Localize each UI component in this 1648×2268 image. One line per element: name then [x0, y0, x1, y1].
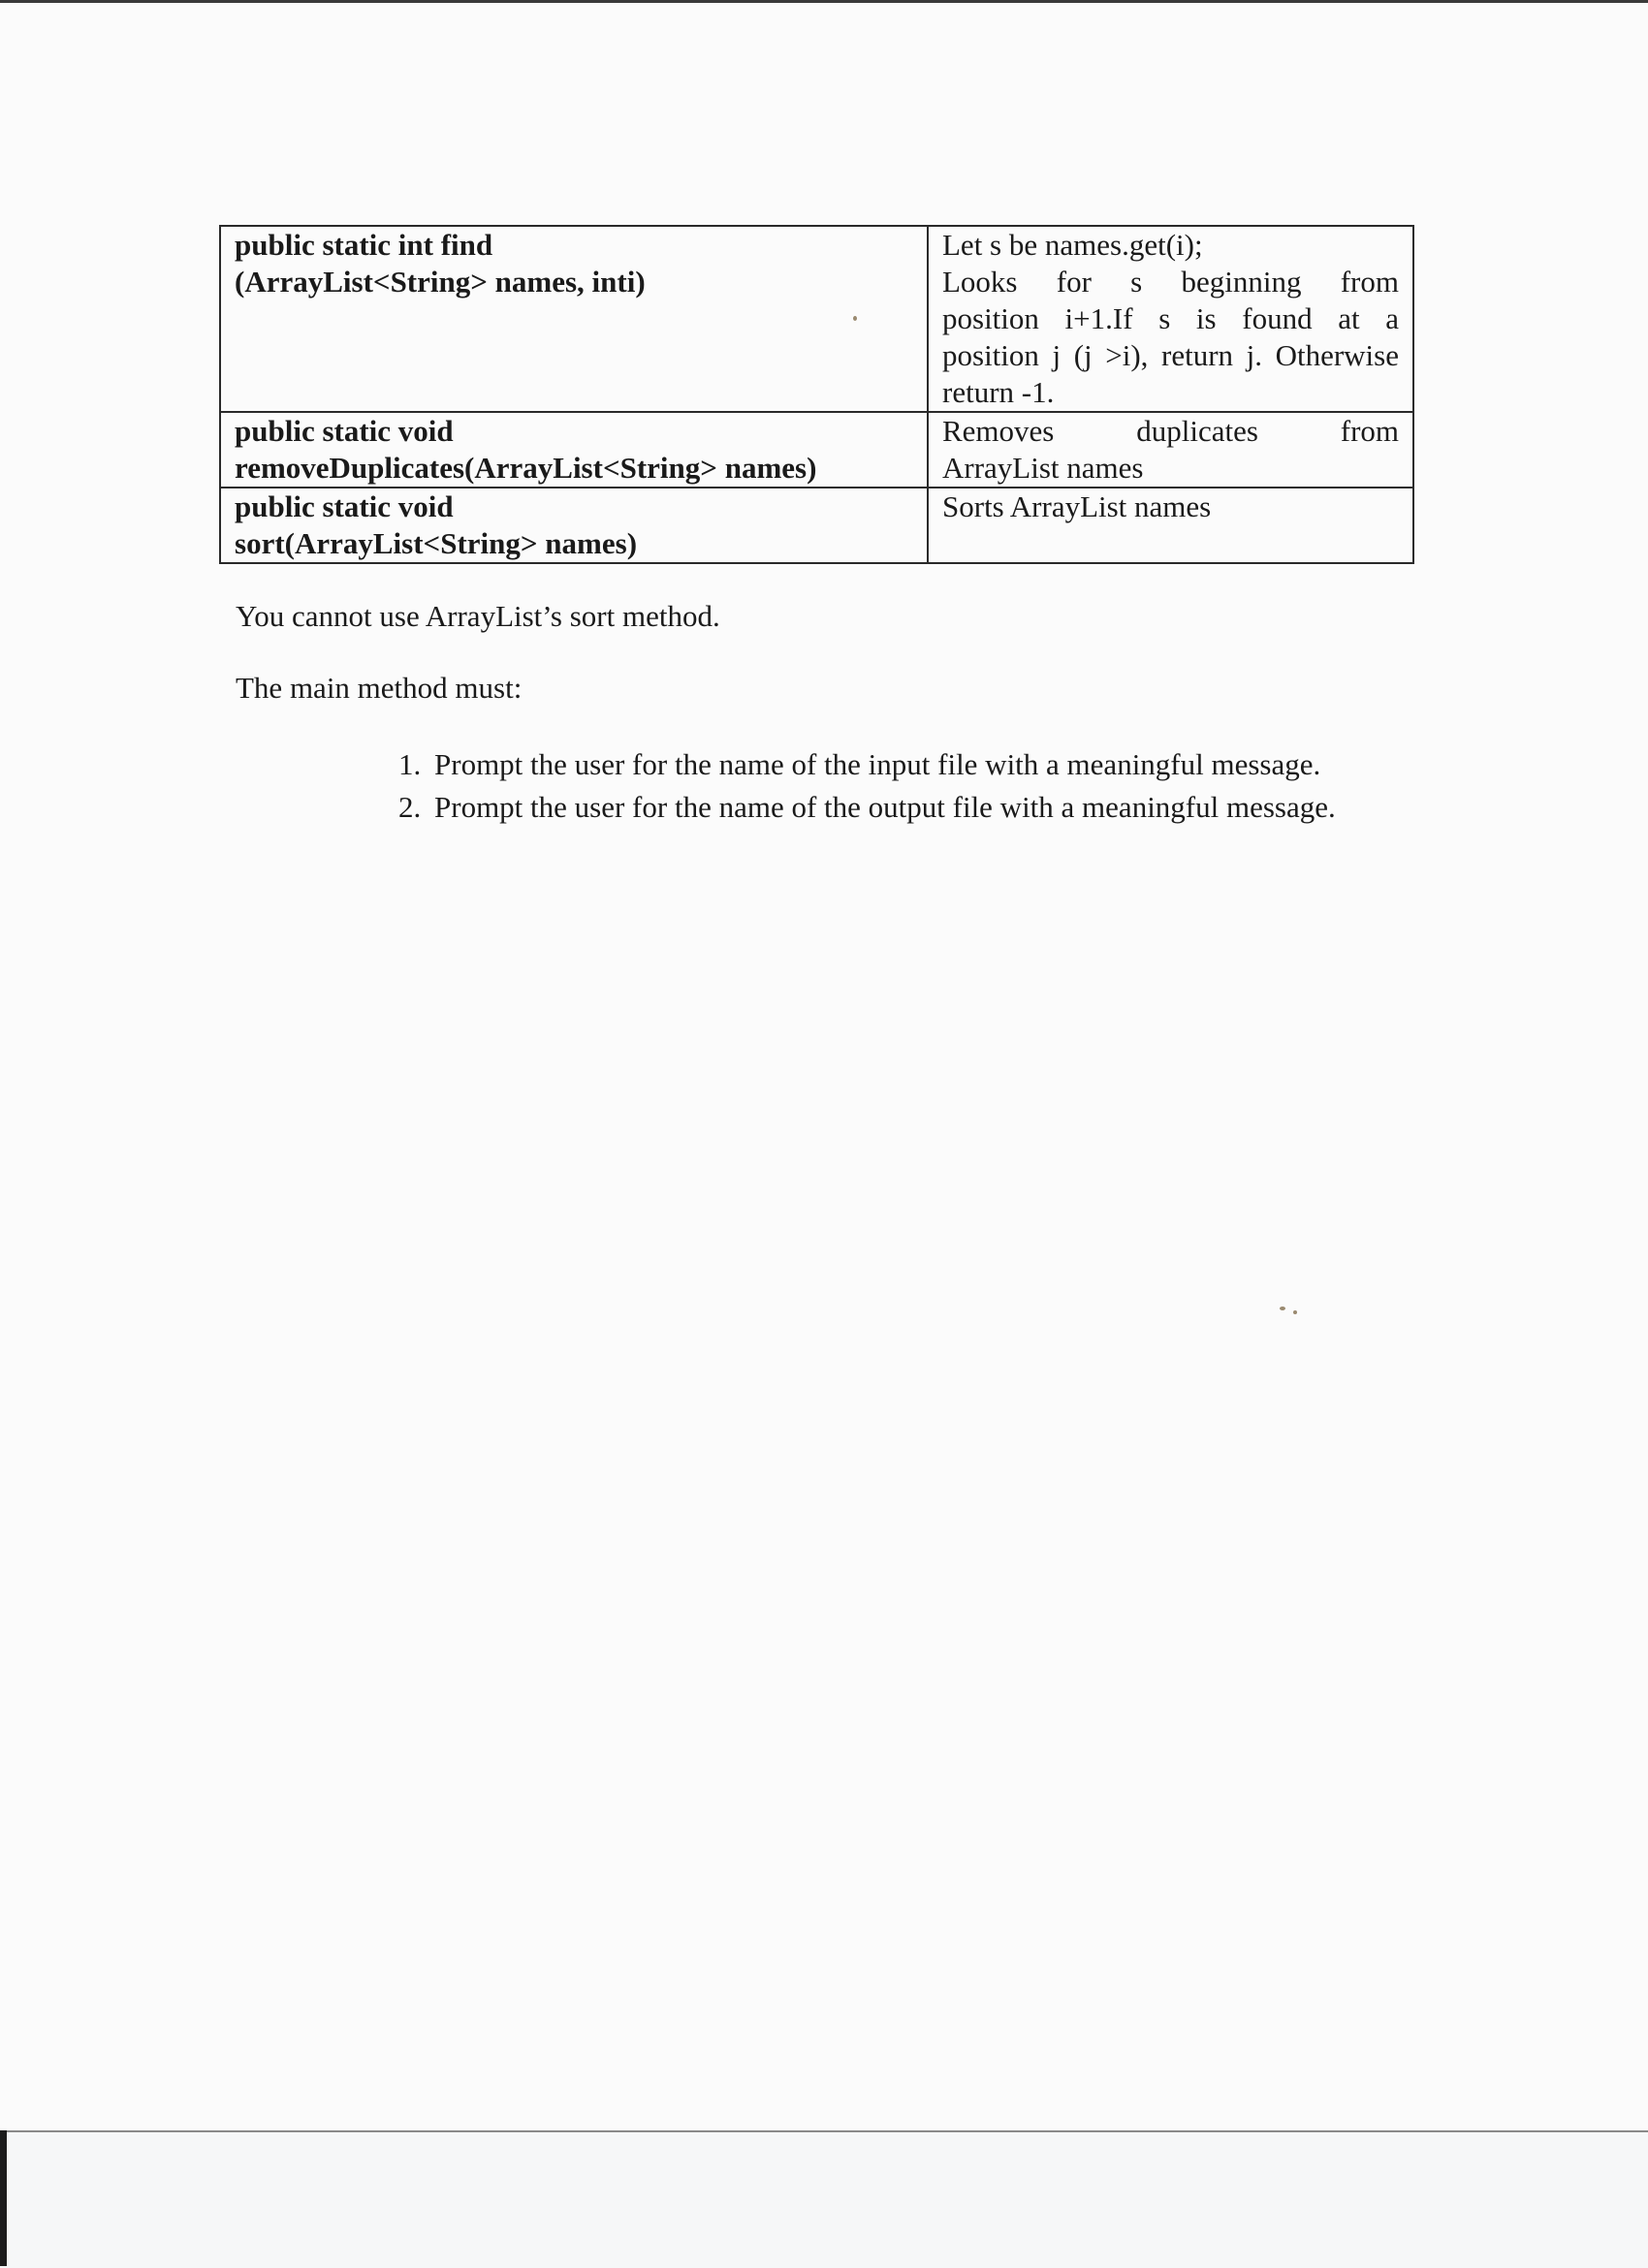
- scan-bottom-band: [0, 2130, 1648, 2268]
- list-item: 2. Prompt the user for the name of the output file with a meaningful message.: [428, 786, 1495, 829]
- description-line: position j (j >i), return j. Otherwise: [942, 338, 1399, 372]
- table-row: [220, 226, 1413, 412]
- scan-top-edge: [0, 0, 1648, 3]
- signature-line: public static int find: [235, 228, 493, 262]
- signature-line: (ArrayList<String> names, inti): [235, 265, 646, 299]
- scan-speck: [1280, 1307, 1285, 1310]
- method-description-sort: [928, 488, 1413, 563]
- main-method-intro: The main method must:: [236, 671, 523, 705]
- table-row: [220, 412, 1413, 488]
- method-signature-find: [220, 226, 928, 412]
- sort-restriction-note: You cannot use ArrayList’s sort method.: [236, 599, 720, 633]
- signature-line: public static void: [235, 489, 454, 523]
- description-line: return -1.: [942, 375, 1055, 409]
- table-row: [220, 488, 1413, 563]
- signature-line: sort(ArrayList<String> names): [235, 526, 638, 560]
- methods-table: [219, 225, 1414, 564]
- description-line: position i+1.If s is found at a: [942, 301, 1399, 335]
- method-description-find: [928, 226, 1413, 412]
- list-item: 1. Prompt the user for the name of the input file with a meaningful message.: [428, 743, 1495, 786]
- scan-speck: [853, 316, 857, 321]
- method-description-remove-duplicates: [928, 412, 1413, 488]
- method-signature-remove-duplicates: [220, 412, 928, 488]
- description-line: ArrayList names: [942, 451, 1144, 485]
- description-line: Sorts ArrayList names: [942, 489, 1212, 523]
- scan-speck: [1293, 1310, 1297, 1314]
- method-signature-sort: [220, 488, 928, 563]
- requirements-list: [378, 743, 1495, 829]
- signature-line: removeDuplicates(ArrayList<String> names): [235, 451, 817, 485]
- description-line: Looks for s beginning from: [942, 265, 1399, 299]
- scan-left-edge: [0, 2130, 7, 2266]
- description-line: Let s be names.get(i);: [942, 228, 1203, 262]
- description-line: Removes duplicates from: [942, 414, 1399, 448]
- signature-line: public static void: [235, 414, 454, 448]
